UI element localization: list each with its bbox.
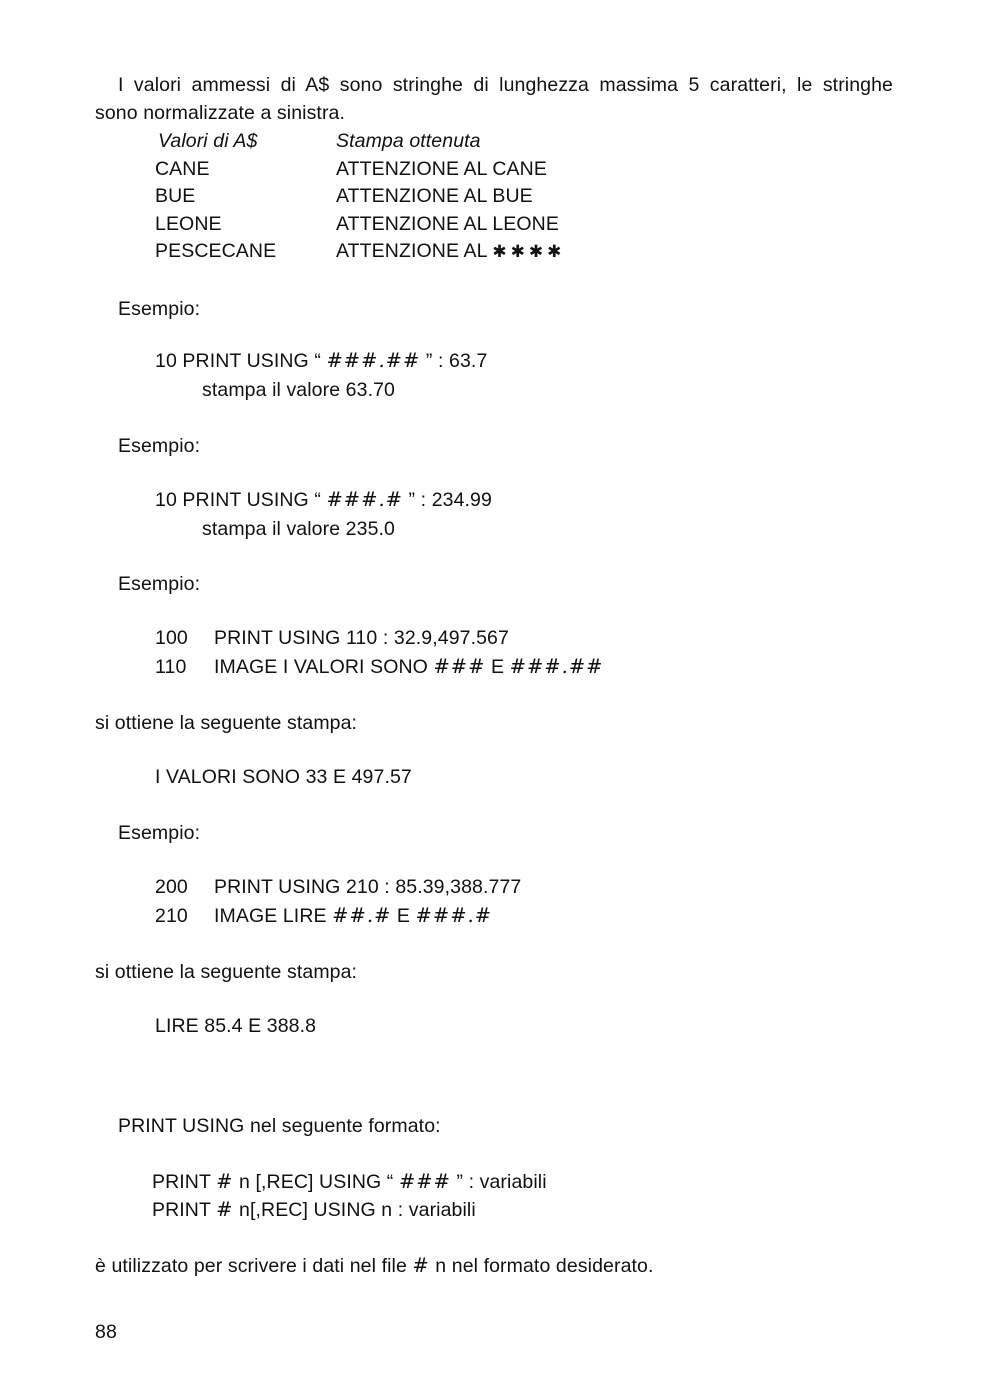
code-text: PRINT USING 210 : 85.39,388.777 (214, 876, 522, 898)
table-cell-output: ATTENZIONE AL LEONE (336, 213, 559, 235)
code-text: n [,REC] USING “ (233, 1171, 399, 1193)
output-text: I VALORI SONO 33 E 497.57 (155, 766, 412, 788)
result-text: stampa il valore 235.0 (202, 518, 395, 540)
output-label: si ottiene la seguente stampa: (95, 712, 358, 734)
output-label: si ottiene la seguente stampa: (95, 961, 358, 983)
code-text: ” : 234.99 (403, 489, 492, 511)
example-label: Esempio: (118, 822, 201, 844)
output-text: ATTENZIONE AL (336, 240, 493, 262)
section-heading: PRINT USING nel seguente formato: (118, 1115, 441, 1137)
format-line (152, 1170, 547, 1194)
format-line (152, 1198, 476, 1222)
code-text: PRINT (152, 1199, 217, 1221)
intro-line-1: I valori ammessi di A$ sono stringhe di lunghezza massima 5 caratteri, le stringhe (118, 74, 893, 96)
table-cell-value: CANE (155, 158, 210, 180)
table-cell-value: LEONE (155, 213, 222, 235)
format-string: ###.# (326, 488, 404, 511)
code-text: IMAGE LIRE (214, 905, 333, 927)
code-line (155, 349, 487, 373)
description-text (95, 1254, 654, 1278)
example-label: Esempio: (118, 298, 201, 320)
format-string: ### (398, 1170, 451, 1193)
code-text: ” : variabili (450, 1171, 547, 1193)
hash-symbol: # (412, 1254, 430, 1277)
table-cell-output: ATTENZIONE AL BUE (336, 185, 533, 207)
output-text: LIRE 85.4 E 388.8 (155, 1015, 317, 1037)
table-header-output: Stampa ottenuta (336, 130, 481, 152)
desc-text: n nel formato desiderato. (429, 1255, 654, 1277)
code-line (155, 626, 509, 650)
code-text: n[,REC] USING n : variabili (233, 1199, 476, 1221)
code-text: E (485, 656, 510, 678)
line-number: 200 (155, 876, 188, 898)
code-line (155, 904, 492, 928)
format-string: ###.# (415, 904, 493, 927)
desc-text: è utilizzato per scrivere i dati nel file (95, 1255, 413, 1277)
format-string: ###.## (326, 349, 421, 372)
table-header-values: Valori di A$ (158, 130, 258, 152)
format-string: ##.# (332, 904, 392, 927)
result-text: stampa il valore 63.70 (202, 379, 395, 401)
line-number: 100 (155, 627, 188, 649)
code-text: IMAGE I VALORI SONO (214, 656, 434, 678)
code-line (155, 655, 604, 679)
table-cell-value: BUE (155, 185, 196, 207)
code-line (155, 875, 521, 899)
example-label: Esempio: (118, 435, 201, 457)
format-string: ###.## (509, 655, 604, 678)
code-line (155, 488, 492, 512)
code-text: ” : 63.7 (420, 350, 488, 372)
code-text: E (391, 905, 416, 927)
code-text: 10 PRINT USING “ (155, 350, 327, 372)
line-number: 210 (155, 905, 188, 927)
page-number: 88 (95, 1321, 117, 1343)
example-label: Esempio: (118, 573, 201, 595)
table-cell-output (336, 239, 565, 264)
hash-symbol: # (216, 1198, 234, 1221)
asterisks: ✱✱✱✱ (492, 242, 566, 261)
code-text: PRINT (152, 1171, 217, 1193)
intro-line-2: sono normalizzate a sinistra. (95, 102, 346, 124)
code-text: PRINT USING 110 : 32.9,497.567 (214, 627, 509, 649)
line-number: 110 (155, 656, 187, 678)
table-cell-output: ATTENZIONE AL CANE (336, 158, 547, 180)
hash-symbol: # (216, 1170, 234, 1193)
code-text: 10 PRINT USING “ (155, 489, 327, 511)
format-string: ### (433, 655, 486, 678)
table-cell-value: PESCECANE (155, 240, 277, 262)
